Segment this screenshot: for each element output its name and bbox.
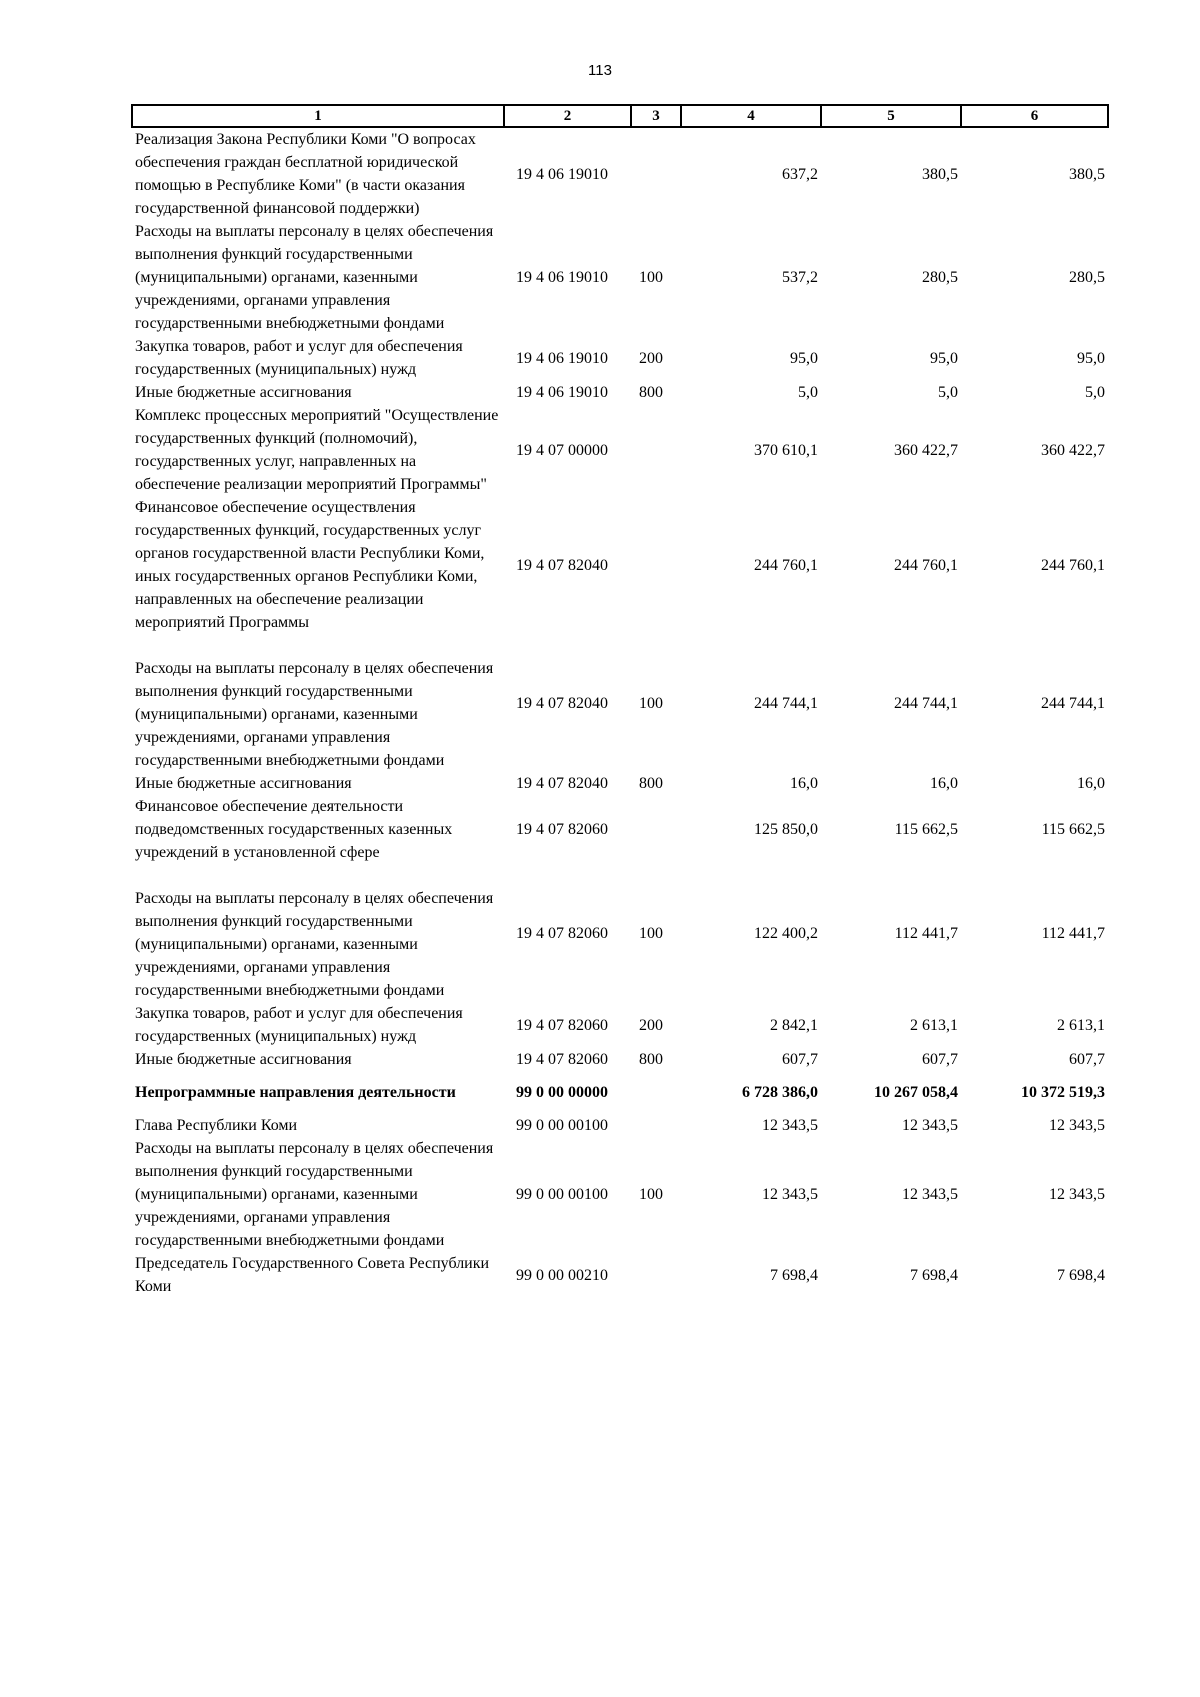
row-expense-type: 200: [639, 1016, 663, 1034]
row-code: 19 4 07 82060: [516, 1051, 608, 1068]
row-expense-type: 100: [639, 269, 663, 286]
row-code: 19 4 07 82040: [516, 694, 608, 712]
row-value-5: 607,7: [922, 1051, 958, 1068]
row-value-4: 125 850,0: [754, 821, 818, 838]
row-value-6: 10 372 519,3: [1021, 1084, 1105, 1101]
row-value-5: 10 267 058,4: [874, 1084, 958, 1101]
row-name: Расходы на выплаты персоналу в целях обеспечения выполнения функций государственными (муниципальными) органами, казенными учреждениями, органами управления государственными внебюджетными фондами: [135, 1140, 494, 1249]
table-row: [132, 795, 1108, 864]
column-header-1: 1: [132, 105, 504, 127]
table-row: [132, 1114, 1108, 1137]
row-name: Финансовое обеспечение деятельности подведомственных государственных казенных учреждений в установленной сфере: [135, 798, 453, 861]
row-value-6: 280,5: [1069, 269, 1105, 286]
row-expense-type: [631, 1252, 681, 1298]
row-value-4: 95,0: [790, 349, 818, 367]
column-header-4: 4: [681, 105, 821, 127]
row-value-5: 5,0: [938, 384, 958, 401]
row-expense-type: 800: [639, 1051, 663, 1068]
row-value-4: 2 842,1: [770, 1016, 818, 1034]
row-name: Комплекс процессных мероприятий "Осуществление государственных функций (полномочий), государственных услуг, направленных на обеспечение реализации мероприятий Программы": [135, 407, 499, 493]
row-value-4: 5,0: [798, 384, 818, 401]
row-value-6: 244 744,1: [1041, 694, 1105, 712]
table-row: [132, 381, 1108, 404]
row-code: 99 0 00 00210: [516, 1266, 608, 1284]
row-value-6: 12 343,5: [1049, 1186, 1105, 1203]
row-expense-type: 800: [639, 384, 663, 401]
row-expense-type: 800: [639, 775, 663, 792]
row-code: 19 4 06 19010: [516, 165, 608, 183]
table-row: [132, 1048, 1108, 1071]
row-value-4: 122 400,2: [754, 924, 818, 942]
budget-table: [131, 104, 1109, 1298]
row-code: 19 4 07 82040: [516, 556, 608, 574]
row-name: Финансовое обеспечение осуществления государственных функций, государственных услуг органов государственной власти Республики Коми, иных государственных органов Республики Коми, направленных на обеспечение реализации мероприятий Программы: [135, 499, 485, 631]
row-expense-type: [631, 127, 681, 220]
row-value-4: 12 343,5: [762, 1186, 818, 1203]
table-row: [132, 1252, 1108, 1298]
row-value-6: 5,0: [1085, 384, 1105, 401]
row-value-6: 16,0: [1077, 775, 1105, 792]
row-value-5: 7 698,4: [910, 1266, 958, 1284]
table-row: [132, 1002, 1108, 1048]
row-code: 19 4 06 19010: [516, 384, 608, 401]
row-value-6: 244 760,1: [1041, 556, 1105, 574]
row-value-4: 16,0: [790, 775, 818, 792]
table-row: [132, 335, 1108, 381]
row-code: 19 4 07 82060: [516, 821, 608, 838]
row-expense-type: [631, 404, 681, 496]
row-code: 19 4 06 19010: [516, 269, 608, 286]
row-name: Закупка товаров, работ и услуг для обеспечения государственных (муниципальных) нужд: [135, 338, 463, 378]
row-value-5: 244 760,1: [894, 556, 958, 574]
row-expense-type: 200: [639, 349, 663, 367]
row-value-6: 95,0: [1077, 349, 1105, 367]
row-value-5: 380,5: [922, 165, 958, 183]
row-expense-type: 100: [639, 1186, 663, 1203]
row-code: 19 4 06 19010: [516, 349, 608, 367]
row-expense-type: [631, 496, 681, 634]
row-name: Иные бюджетные ассигнования: [135, 384, 352, 401]
row-value-4: 637,2: [782, 165, 818, 183]
row-code: 99 0 00 00000: [516, 1084, 608, 1101]
table-row: [132, 634, 1108, 772]
column-header-3: 3: [631, 105, 681, 127]
row-code: 99 0 00 00100: [516, 1186, 608, 1203]
row-name: Расходы на выплаты персоналу в целях обеспечения выполнения функций государственными (муниципальными) органами, казенными учреждениями, органами управления государственными внебюджетными фондами: [135, 890, 494, 999]
row-value-6: 2 613,1: [1057, 1016, 1105, 1034]
row-value-6: 115 662,5: [1041, 821, 1105, 838]
row-name: Расходы на выплаты персоналу в целях обеспечения выполнения функций государственными (муниципальными) органами, казенными учреждениями, органами управления государственными внебюджетными фондами: [135, 223, 494, 332]
table-row: [132, 220, 1108, 335]
row-code: 99 0 00 00100: [516, 1117, 608, 1134]
row-value-4: 244 760,1: [754, 556, 818, 574]
column-header-2: 2: [504, 105, 631, 127]
row-value-6: 607,7: [1069, 1051, 1105, 1068]
row-value-4: 607,7: [782, 1051, 818, 1068]
row-value-5: 360 422,7: [894, 441, 958, 459]
row-value-4: 7 698,4: [770, 1266, 818, 1284]
row-value-5: 112 441,7: [894, 924, 958, 942]
row-name: Глава Республики Коми: [135, 1117, 298, 1134]
column-header-6: 6: [961, 105, 1108, 127]
row-name: Непрограммные направления деятельности: [135, 1084, 456, 1101]
row-name: Иные бюджетные ассигнования: [135, 775, 352, 792]
row-name: Председатель Государственного Совета Республики Коми: [135, 1255, 490, 1295]
row-value-4: 12 343,5: [762, 1117, 818, 1134]
row-expense-type: [631, 795, 681, 864]
row-value-4: 6 728 386,0: [742, 1084, 818, 1101]
row-value-4: 370 610,1: [754, 441, 818, 459]
row-name: Расходы на выплаты персоналу в целях обеспечения выполнения функций государственными (муниципальными) органами, казенными учреждениями, органами управления государственными внебюджетными фондами: [135, 660, 494, 769]
table-row: [132, 127, 1108, 220]
table-row: [132, 864, 1108, 1002]
row-expense-type: [631, 1114, 681, 1137]
row-value-5: 2 613,1: [910, 1016, 958, 1034]
table-row-section-total: [132, 1071, 1108, 1114]
row-value-5: 16,0: [930, 775, 958, 792]
page-number: 113: [588, 62, 612, 79]
row-code: 19 4 07 82060: [516, 1016, 608, 1034]
table-header-row: [132, 105, 1108, 127]
row-expense-type: 100: [639, 924, 663, 942]
row-value-6: 7 698,4: [1057, 1266, 1105, 1284]
row-value-5: 95,0: [930, 349, 958, 367]
table-row: [132, 772, 1108, 795]
row-name: Иные бюджетные ассигнования: [135, 1051, 352, 1068]
column-header-5: 5: [821, 105, 961, 127]
table-row: [132, 496, 1108, 634]
table-row: [132, 404, 1108, 496]
table-row: [132, 1137, 1108, 1252]
row-value-6: 12 343,5: [1049, 1117, 1105, 1134]
row-value-5: 12 343,5: [902, 1186, 958, 1203]
row-value-5: 280,5: [922, 269, 958, 286]
row-value-5: 244 744,1: [894, 694, 958, 712]
row-code: 19 4 07 82040: [516, 775, 608, 792]
row-name: Закупка товаров, работ и услуг для обеспечения государственных (муниципальных) нужд: [135, 1005, 463, 1045]
row-value-6: 360 422,7: [1041, 441, 1105, 459]
row-value-4: 244 744,1: [754, 694, 818, 712]
row-value-4: 537,2: [782, 269, 818, 286]
row-value-5: 12 343,5: [902, 1117, 958, 1134]
row-value-6: 112 441,7: [1041, 924, 1105, 942]
row-code: 19 4 07 00000: [516, 441, 608, 459]
row-code: 19 4 07 82060: [516, 924, 608, 942]
row-name: Реализация Закона Республики Коми "О вопросах обеспечения граждан бесплатной юридической помощью в Республике Коми" (в части оказания государственной финансовой поддержки): [135, 131, 476, 217]
row-value-5: 115 662,5: [894, 821, 958, 838]
row-expense-type: [631, 1071, 681, 1114]
row-expense-type: 100: [639, 694, 663, 712]
row-value-6: 380,5: [1069, 165, 1105, 183]
